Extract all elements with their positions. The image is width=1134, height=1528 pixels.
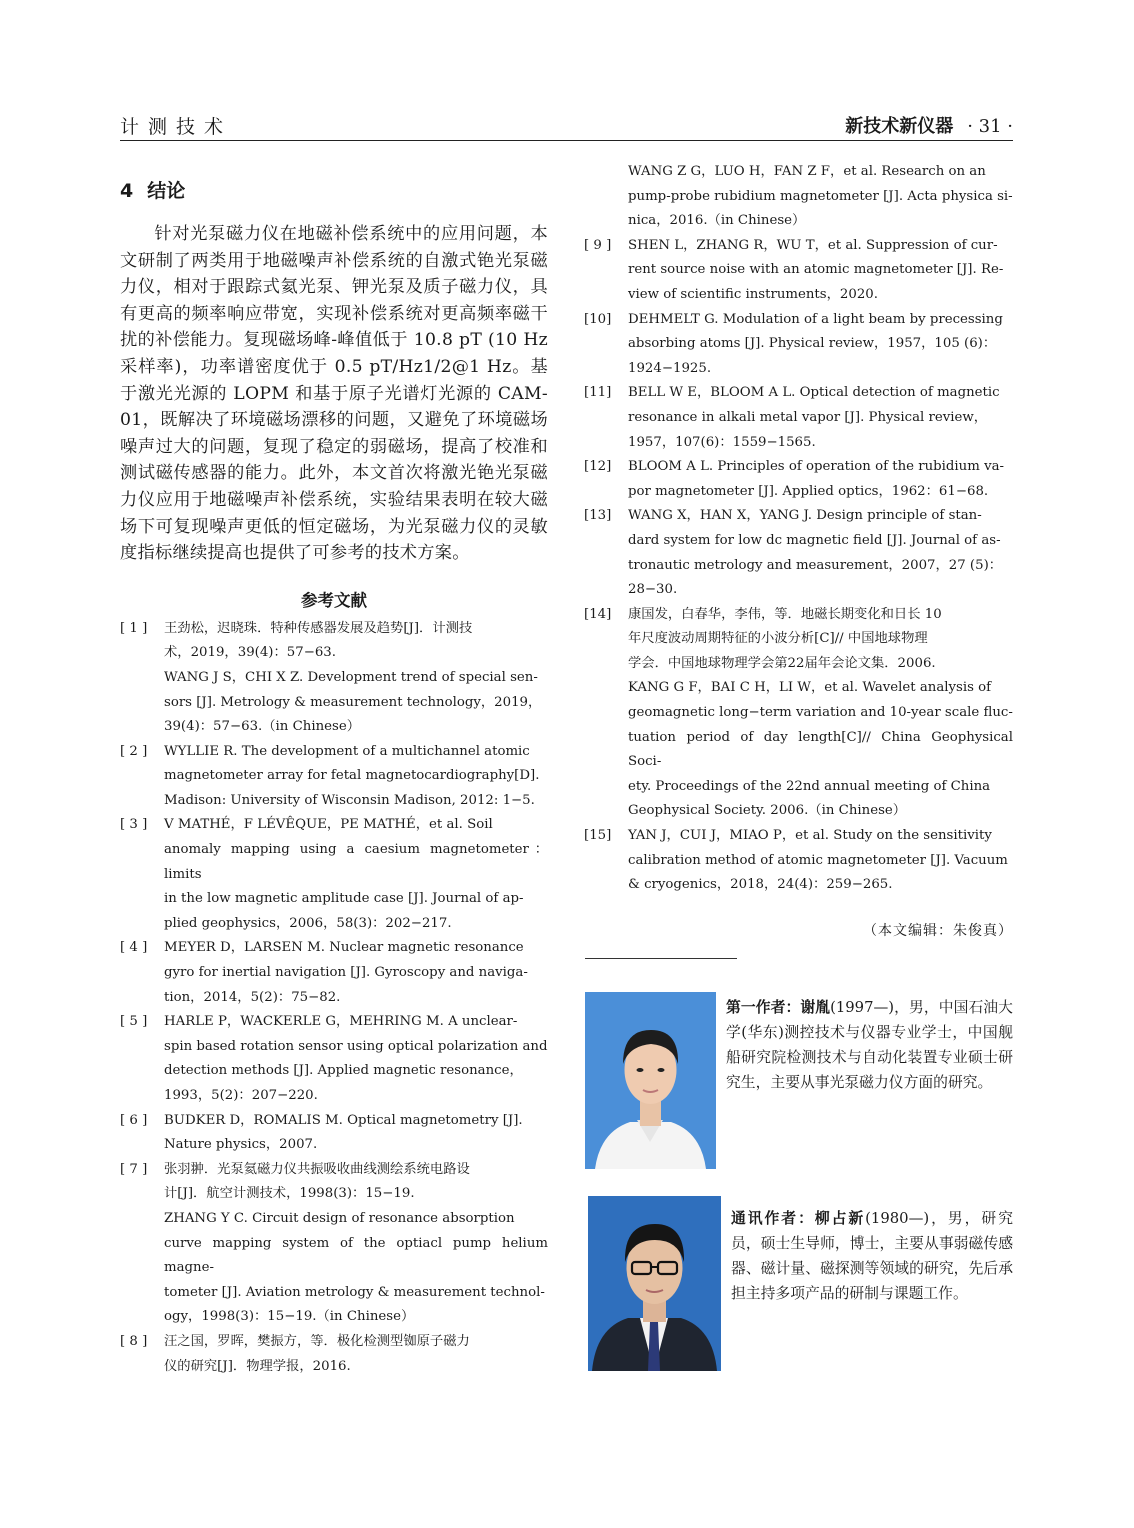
reference-line: detection methods [J]. Applied magnetic resonance， <box>164 1063 523 1079</box>
first-author-text: (1997—)，男，中国石油大学(华东)测控技术与仪器专业学士，中国舰船研究院检测技术与自动化装置专业硕士研究生，主要从事光泵磁力仪方面的研究。 <box>726 999 1013 1091</box>
reference-line: anomaly mapping using a caesium magnetometer：limits <box>164 842 548 882</box>
reference-line: curve mapping system of the optiacl pump helium magne- <box>164 1235 548 1276</box>
reference-number: [13] <box>584 508 612 524</box>
reference-line: BLOOM A L. Principles of operation of the rubidium va- <box>628 459 1005 475</box>
left-column <box>120 170 548 1379</box>
reference-entry <box>584 603 1013 824</box>
journal-name: 计测技术 <box>120 116 233 138</box>
reference-line: tion，2014，5(2)：75−82. <box>164 989 341 1005</box>
portrait-image <box>588 1196 721 1371</box>
reference-entry <box>584 504 1013 602</box>
conclusion-paragraph: 针对光泵磁力仪在地磁补偿系统中的应用问题，本文研制了两类用于地磁噪声补偿系统的自激式铯光泵磁力仪，相对于跟踪式氦光泵、钾光泵及质子磁力仪，具有更高的频率响应带宽，实现补偿系统对更高频率磁干扰的补偿能力。复现磁场峰-峰值低于 10.8 pT (10 Hz 采样率)，功率谱密度优于 0.5 pT/Hz1/2@1 Hz。基于激光光源的 LOPM 和基于原子光谱灯光源的 CAM-01，既解决了环境磁场漂移的问题，又避免了环境磁场噪声过大的问题，复现了稳定的弱磁场，提高了校准和测试磁传感器的能力。此外，本文首次将激光铯光泵磁力仪应用于地磁噪声补偿系统，实验结果表明在较大磁场下可复现噪声更低的恒定磁场，为光泵磁力仪的灵敏度指标继续提高也提供了可参考的技术方案。 <box>120 224 548 564</box>
reference-line: Madison: University of Wisconsin Madison, 2012: 1−5. <box>164 792 535 808</box>
reference-line: MEYER D，LARSEN M. Nuclear magnetic resonance <box>164 940 524 956</box>
reference-line: 张羽翀．光泵氦磁力仪共振吸收曲线测绘系统电路设 <box>164 1161 470 1177</box>
reference-line: BELL W E，BLOOM A L. Optical detection of magnetic <box>628 385 1000 401</box>
reference-line: por magnetometer [J]. Applied optics，1962：61−68. <box>628 483 989 499</box>
reference-line: 1957，107(6)：1559−1565. <box>628 434 816 450</box>
reference-line: BUDKER D，ROMALIS M. Optical magnetometry [J]. <box>164 1112 523 1128</box>
reference-line: tometer [J]. Aviation metrology & measurement technol- <box>164 1284 545 1300</box>
corresponding-author-name: 柳占新 <box>814 1210 866 1227</box>
page-header <box>120 112 1013 138</box>
reference-number: [10] <box>584 311 612 327</box>
reference-line: pump-probe rubidium magnetometer [J]. Acta physica si- <box>628 188 1013 204</box>
reference-line: gyro for inertial navigation [J]. Gyroscopy and naviga- <box>164 965 528 981</box>
reference-line: WANG Z G，LUO H，FAN Z F，et al. Research on an <box>628 164 986 179</box>
reference-line: DEHMELT G. Modulation of a light beam by precessing <box>628 311 1003 327</box>
reference-line: Geophysical Society. 2006.（in Chinese） <box>628 803 907 819</box>
reference-number: [11] <box>584 385 612 401</box>
corresponding-author-label: 通讯作者： <box>731 1210 815 1227</box>
reference-entry <box>120 813 548 936</box>
reference-line: ogy，1998(3)：15−19.（in Chinese） <box>164 1309 415 1325</box>
reference-entry <box>584 824 1013 898</box>
reference-line: dard system for low dc magnetic field [J]. Journal of as- <box>628 532 1001 548</box>
reference-number: [ 7 ] <box>120 1161 148 1177</box>
editor-note: （本文编辑：朱俊真） <box>863 922 1013 939</box>
reference-line: V MATHÉ，F LÉVÊQUE，PE MATHÉ，et al. Soil <box>164 817 493 833</box>
corresponding-author-photo <box>588 1196 721 1371</box>
reference-entry <box>584 234 1013 308</box>
first-author-photo <box>585 992 716 1169</box>
reference-line: plied geophysics，2006，58(3)：202−217. <box>164 915 452 931</box>
reference-line: WANG J S，CHI X Z. Development trend of special sen- <box>164 669 538 685</box>
reference-entry <box>120 1010 548 1108</box>
reference-line: 1924−1925. <box>628 360 712 376</box>
reference-line: ety. Proceedings of the 22nd annual meeting of China <box>628 778 991 794</box>
reference-number: [14] <box>584 606 612 622</box>
reference-number: [ 5 ] <box>120 1014 148 1030</box>
first-author-bio <box>726 995 1013 1095</box>
first-author-label: 第一作者： <box>726 999 801 1016</box>
reference-entry <box>584 160 1013 234</box>
reference-line: WYLLIE R. The development of a multichannel atomic <box>164 743 530 759</box>
section-number: 4 <box>120 180 134 202</box>
reference-number: [ 2 ] <box>120 743 148 759</box>
reference-entry <box>120 1330 548 1379</box>
header-rule <box>120 140 1013 141</box>
references-heading: 参考文献 <box>301 590 367 610</box>
reference-entry <box>120 740 548 814</box>
reference-line: HARLE P，WACKERLE G，MEHRING M. A unclear- <box>164 1014 518 1030</box>
page-number: · 31 · <box>967 116 1013 137</box>
references-list-right <box>584 160 1013 898</box>
corresponding-author-bio <box>731 1206 1013 1306</box>
reference-entry <box>120 1109 548 1158</box>
reference-line: 仪的研究[J]．物理学报，2016. <box>164 1358 351 1374</box>
reference-line: KANG G F，BAI C H，LI W，et al. Wavelet analysis of <box>628 680 992 696</box>
reference-line: tronautic metrology and measurement，2007，27 (5)： <box>628 557 1003 573</box>
footnote-rule <box>585 958 737 959</box>
reference-number: [ 4 ] <box>120 940 148 956</box>
references-list-left <box>120 617 548 1379</box>
reference-number: [12] <box>584 459 612 475</box>
reference-line: 年尺度波动周期特征的小波分析[C]// 中国地球物理 <box>628 631 928 647</box>
reference-line: resonance in alkali metal vapor [J]. Physical review， <box>628 409 988 425</box>
reference-line: geomagnetic long−term variation and 10-year scale fluc- <box>628 705 1013 721</box>
reference-line: ZHANG Y C. Circuit design of resonance absorption <box>164 1210 515 1226</box>
reference-entry <box>120 936 548 1010</box>
reference-line: view of scientific instruments，2020. <box>628 286 878 302</box>
reference-number: [ 1 ] <box>120 620 148 636</box>
reference-line: WANG X，HAN X，YANG J. Design principle of stan- <box>628 508 982 524</box>
reference-line: & cryogenics，2018，24(4)：259−265. <box>628 877 893 893</box>
reference-line: absorbing atoms [J]. Physical review，1957，105 (6)： <box>628 336 997 352</box>
reference-line: spin based rotation sensor using optical polarization and <box>164 1038 548 1054</box>
section-heading <box>120 176 548 203</box>
reference-line: SHEN L，ZHANG R，WU T，et al. Suppression of cur- <box>628 237 998 253</box>
reference-line: Nature physics，2007. <box>164 1137 318 1153</box>
reference-line: 39(4)：57−63.（in Chinese） <box>164 719 361 735</box>
section-name: 新技术新仪器 <box>845 116 954 137</box>
reference-entry <box>120 617 548 740</box>
reference-line: nica，2016.（in Chinese） <box>628 213 806 229</box>
reference-number: [15] <box>584 828 612 844</box>
reference-line: rent source noise with an atomic magnetometer [J]. Re- <box>628 262 1004 278</box>
reference-line: 术，2019，39(4)：57−63. <box>164 645 336 661</box>
reference-number: [ 8 ] <box>120 1333 148 1349</box>
reference-line: calibration method of atomic magnetometer [J]. Vacuum <box>628 852 1008 868</box>
portrait-image <box>585 992 716 1169</box>
section-name-and-page <box>845 112 1013 138</box>
reference-line: 1993，5(2)：207−220. <box>164 1088 318 1103</box>
reference-line: 计[J]．航空计测技术，1998(3)：15−19. <box>164 1186 415 1202</box>
reference-number: [ 3 ] <box>120 817 148 833</box>
reference-entry <box>584 381 1013 455</box>
reference-line: YAN J，CUI J，MIAO P，et al. Study on the sensitivity <box>628 828 992 844</box>
reference-line: 学会．中国地球物理学会第22届年会论文集．2006. <box>628 655 936 671</box>
reference-entry <box>584 308 1013 382</box>
reference-line: 28−30. <box>628 582 678 598</box>
reference-line: in the low magnetic amplitude case [J]. Journal of ap- <box>164 891 524 907</box>
reference-entry <box>584 455 1013 504</box>
first-author-name: 谢胤 <box>800 999 831 1016</box>
reference-entry <box>120 1158 548 1330</box>
reference-line: tuation period of day length[C]// China Geophysical Soci- <box>628 729 1013 770</box>
reference-number: [ 6 ] <box>120 1112 148 1128</box>
right-column <box>584 160 1013 940</box>
reference-number: [ 9 ] <box>584 237 612 253</box>
section-title: 结论 <box>147 180 186 202</box>
corresponding-author-text: (1980—)，男，研究员，硕士生导师，博士，主要从事弱磁传感器、磁计量、磁探测等领域的研究，先后承担主持多项产品的研制与课题工作。 <box>731 1210 1013 1302</box>
reference-line: 王劲松，迟晓珠．特种传感器发展及趋势[J]．计测技 <box>164 620 473 636</box>
reference-line: 汪之国，罗晖，樊振方，等．极化检测型铷原子磁力 <box>164 1333 470 1349</box>
reference-line: sors [J]. Metrology & measurement technology，2019， <box>164 694 542 710</box>
reference-line: magnetometer array for fetal magnetocardiography[D]. <box>164 768 540 784</box>
reference-line: 康国发，白春华，李伟，等．地磁长期变化和日长 10 <box>628 606 942 622</box>
